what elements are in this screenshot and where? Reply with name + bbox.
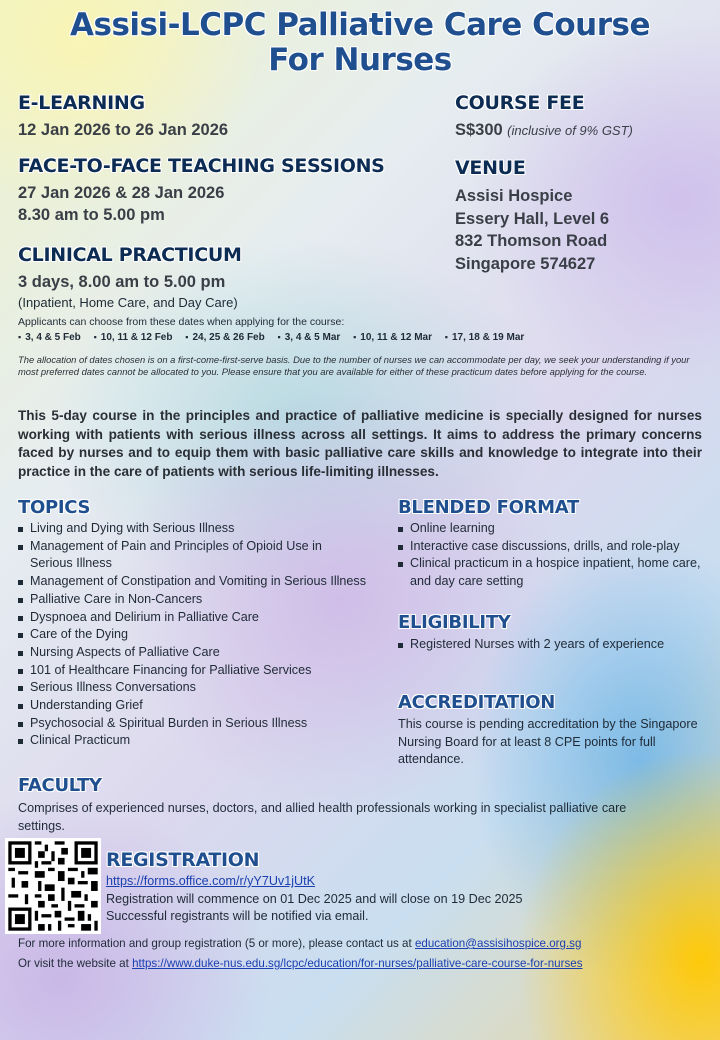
website-link[interactable]: https://www.duke-nus.edu.sg/lcpc/education/for-nurses/palliative-care-course-for-nurses (132, 957, 583, 970)
accreditation-heading: ACCREDITATION (398, 692, 556, 713)
elearning-heading: E-LEARNING (18, 92, 145, 114)
f2f-dates: 27 Jan 2026 & 28 Jan 2026 (18, 184, 225, 202)
list-item: Management of Constipation and Vomiting in Serious Illness (18, 573, 368, 591)
fee-amount: S$300 (455, 121, 503, 139)
eligibility-list (398, 636, 704, 654)
registration-form-link[interactable]: https://forms.office.com/r/yY7Uv1jUtK (106, 874, 316, 888)
title-line-2: For Nurses (268, 42, 452, 78)
list-item: Psychosocial & Spiritual Burden in Serious Illness (18, 715, 368, 733)
list-item: Understanding Grief (18, 697, 368, 715)
practicum-date-options (18, 332, 534, 343)
list-item: Dyspnoea and Delirium in Palliative Care (18, 609, 368, 627)
fee-note: (inclusive of 9% GST) (507, 123, 633, 138)
registration-details (106, 873, 523, 926)
list-item: Nursing Aspects of Palliative Care (18, 644, 368, 662)
practicum-duration: 3 days, 8.00 am to 5.00 pm (18, 273, 226, 291)
contact-email-link[interactable]: education@assisihospice.org.sg (414, 937, 582, 950)
page-title (0, 8, 720, 78)
date-option: ▪ 3, 4 & 5 Mar (278, 332, 341, 343)
list-item: Care of the Dying (18, 626, 368, 644)
title-line-1: Assisi-LCPC Palliative Care Course (70, 7, 650, 43)
date-option: ▪ 3, 4 & 5 Feb (18, 332, 81, 343)
list-item: Clinical Practicum (18, 732, 368, 750)
topics-heading: TOPICS (18, 497, 91, 518)
faculty-text: Comprises of experienced nurses, doctors, and allied health professionals working in specialist palliative care settings. (18, 801, 627, 833)
list-item: 101 of Healthcare Financing for Palliative Services (18, 662, 368, 680)
contact-info (18, 934, 583, 974)
fee-heading: COURSE FEE (455, 92, 585, 114)
practicum-choose-text: Applicants can choose from these dates when applying for the course: (18, 316, 345, 328)
venue-line: Singapore 574627 (455, 254, 596, 273)
eligibility-heading: ELIGIBILITY (398, 612, 511, 633)
date-option: ▪ 17, 18 & 19 Mar (445, 332, 524, 343)
registration-period: Registration will commence on 01 Dec 2025 and will close on 19 Dec 2025 (106, 891, 523, 906)
list-item: Registered Nurses with 2 years of experience (398, 636, 704, 654)
venue-heading: VENUE (455, 157, 526, 179)
website-text: Or visit the website at (18, 957, 129, 970)
date-option: ▪ 10, 11 & 12 Mar (353, 332, 432, 343)
f2f-heading: FACE-TO-FACE TEACHING SESSIONS (18, 155, 385, 177)
venue-line: Essery Hall, Level 6 (455, 209, 610, 228)
date-option: ▪ 10, 11 & 12 Feb (94, 332, 173, 343)
list-item: Living and Dying with Serious Illness (18, 520, 368, 538)
accreditation-text: This course is pending accreditation by the Singapore Nursing Board for at least 8 CPE points for full attendance. (398, 717, 698, 767)
practicum-settings: (Inpatient, Home Care, and Day Care) (18, 295, 238, 310)
contact-text: For more information and group registration (5 or more), please contact us at (18, 937, 412, 950)
list-item: Management of Pain and Principles of Opioid Use in Serious Illness (18, 538, 368, 573)
venue-line: Assisi Hospice (455, 187, 573, 205)
venue-address (455, 185, 609, 275)
registration-notify: Successful registrants will be notified via email. (106, 909, 369, 924)
registration-heading: REGISTRATION (106, 849, 260, 871)
faculty-heading: FACULTY (18, 775, 102, 796)
topics-list (18, 520, 368, 750)
date-option: ▪ 24, 25 & 26 Feb (185, 332, 264, 343)
list-item: Interactive case discussions, drills, and role-play (398, 538, 704, 556)
fee-line (455, 121, 633, 140)
qr-code[interactable] (5, 838, 101, 934)
f2f-time: 8.30 am to 5.00 pm (18, 206, 165, 224)
practicum-heading: CLINICAL PRACTICUM (18, 244, 242, 266)
blended-list (398, 520, 704, 591)
elearning-dates: 12 Jan 2026 to 26 Jan 2026 (18, 121, 229, 139)
list-item: Serious Illness Conversations (18, 679, 368, 697)
blended-heading: BLENDED FORMAT (398, 497, 579, 518)
list-item: Clinical practicum in a hospice inpatient, home care, and day care setting (398, 555, 704, 590)
list-item: Online learning (398, 520, 704, 538)
venue-line: 832 Thomson Road (455, 232, 608, 250)
course-description: This 5-day course in the principles and practice of palliative medicine is specially designed for nurses working with patients with serious illness across all settings. It aims to address the primary concerns faced by nurses and to equip them with basic palliative care skills and knowledge to integrate into their practice in the care of patients with serious life-limiting illnesses. (18, 408, 702, 479)
list-item: Palliative Care in Non-Cancers (18, 591, 368, 609)
practicum-allocation-note: The allocation of dates chosen is on a first-come-first-serve basis. Due to the number of nurses we can accommodate per day, we seek your understanding if your most preferred dates cannot be allocated to you. Please ensure that you are available for either of these practicum dates before applying for the course. (18, 354, 690, 377)
